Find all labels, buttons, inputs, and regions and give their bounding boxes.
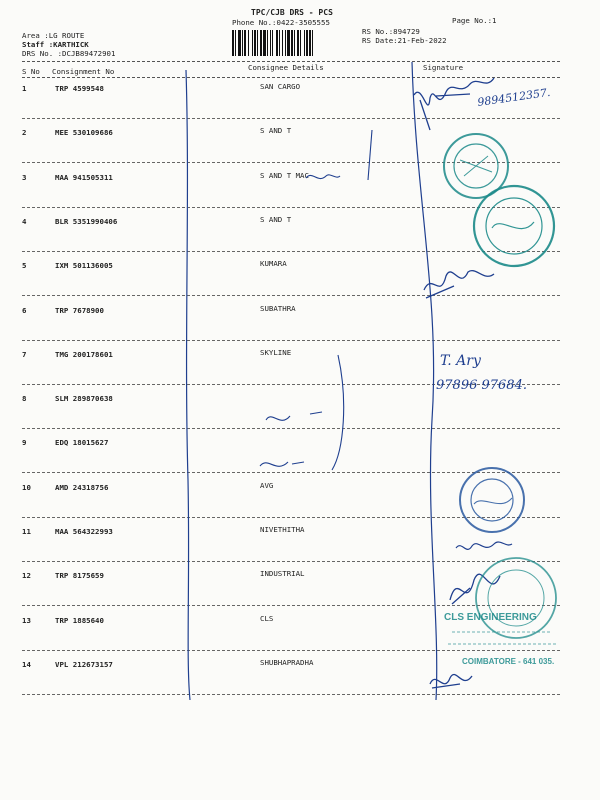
row-consignee: S AND T	[260, 126, 292, 135]
row-consignee: SAN CARGO	[260, 82, 301, 91]
stamp-cls-line2: COIMBATORE - 641 035.	[462, 657, 555, 666]
row-consignee: SHUBHAPRADHA	[260, 658, 314, 667]
row-sno: 13	[22, 616, 31, 625]
row-sno: 4	[22, 217, 27, 226]
row-sno: 2	[22, 128, 27, 137]
stamp-machine-tools	[474, 186, 554, 266]
drs-number: DRS No. :DCJB89472901	[22, 49, 116, 58]
rs-date: RS Date:21-Feb-2022	[362, 36, 447, 45]
scribble-row3	[306, 175, 340, 179]
page-number: Page No.:1	[452, 16, 497, 25]
stamp-row10	[460, 468, 524, 532]
pen-line-row2	[368, 130, 372, 180]
phone-number: Phone No.:0422-3505555	[232, 18, 330, 27]
document-title: TPC/CJB DRS - PCS	[251, 8, 333, 17]
row-consignment: TRP 8175659	[55, 571, 104, 580]
row-sno: 11	[22, 527, 31, 536]
row-consignment: EDQ 18015627	[55, 438, 109, 447]
stamp-cls-round	[476, 558, 556, 638]
staff-field: Staff :KARTHICK	[22, 40, 89, 49]
row-consignee: CLS	[260, 614, 274, 623]
row-consignment: MEE 530109686	[55, 128, 113, 137]
row-sno: 9	[22, 438, 27, 447]
column-sno: S No	[22, 67, 40, 76]
row-consignee: NIVETHITHA	[260, 525, 305, 534]
signature-row12	[450, 574, 500, 604]
row-sno: 8	[22, 394, 27, 403]
row-consignee: SUBATHRA	[260, 304, 296, 313]
row-consignee: INDUSTRIAL	[260, 569, 305, 578]
area-field: Area :LG ROUTE	[22, 31, 85, 40]
row-consignee: AVG	[260, 481, 274, 490]
row-consignment: BLR 5351990406	[55, 217, 118, 226]
signature-row11	[456, 542, 512, 549]
row-consignment: SLM 289870638	[55, 394, 113, 403]
column-consignee: Consignee Details	[248, 63, 324, 72]
row-consignment: MAA 941505311	[55, 173, 113, 182]
row-consignee: S AND T MAC	[260, 171, 309, 180]
rs-number: RS No.:894729	[362, 27, 420, 36]
scribble-row9	[260, 462, 304, 466]
stamp-cls-line1: CLS ENGINEERING	[444, 612, 537, 623]
row-sno: 3	[22, 173, 27, 182]
row-consignee: S AND T	[260, 215, 292, 224]
column-consignment: Consignment No	[52, 67, 115, 76]
row-sno: 5	[22, 261, 27, 270]
signature-row5	[424, 271, 494, 298]
handwritten-phone-row1: 9894512357.	[476, 85, 552, 109]
row-sno: 12	[22, 571, 31, 580]
row-consignment: IXM 501136005	[55, 261, 113, 270]
row-consignment: AMD 24318756	[55, 483, 109, 492]
row-sno: 1	[22, 84, 27, 93]
row-consignment: TRP 4599548	[55, 84, 104, 93]
row-consignee: KUMARA	[260, 259, 287, 268]
row-sno: 6	[22, 306, 27, 315]
row-sno: 14	[22, 660, 31, 669]
row-consignment: TRP 7678900	[55, 306, 104, 315]
row-consignee: SKYLINE	[260, 348, 292, 357]
handwritten-phone-row7: 97896 97684.	[436, 378, 527, 393]
row-consignment: TRP 1885640	[55, 616, 104, 625]
handwritten-name-row7: T. Ary	[440, 353, 481, 369]
pen-line-row8	[332, 355, 344, 470]
row-consignment: VPL 212673157	[55, 660, 113, 669]
scribble-row8	[266, 412, 322, 420]
row-sno: 10	[22, 483, 31, 492]
row-sno: 7	[22, 350, 27, 359]
row-consignment: MAA 564322993	[55, 527, 113, 536]
row-consignment: TMG 200178601	[55, 350, 113, 359]
column-signature: Signature	[423, 63, 464, 72]
pen-line-right	[412, 62, 437, 700]
pen-line-left	[186, 70, 190, 700]
stamp-cls-rect	[444, 612, 556, 666]
